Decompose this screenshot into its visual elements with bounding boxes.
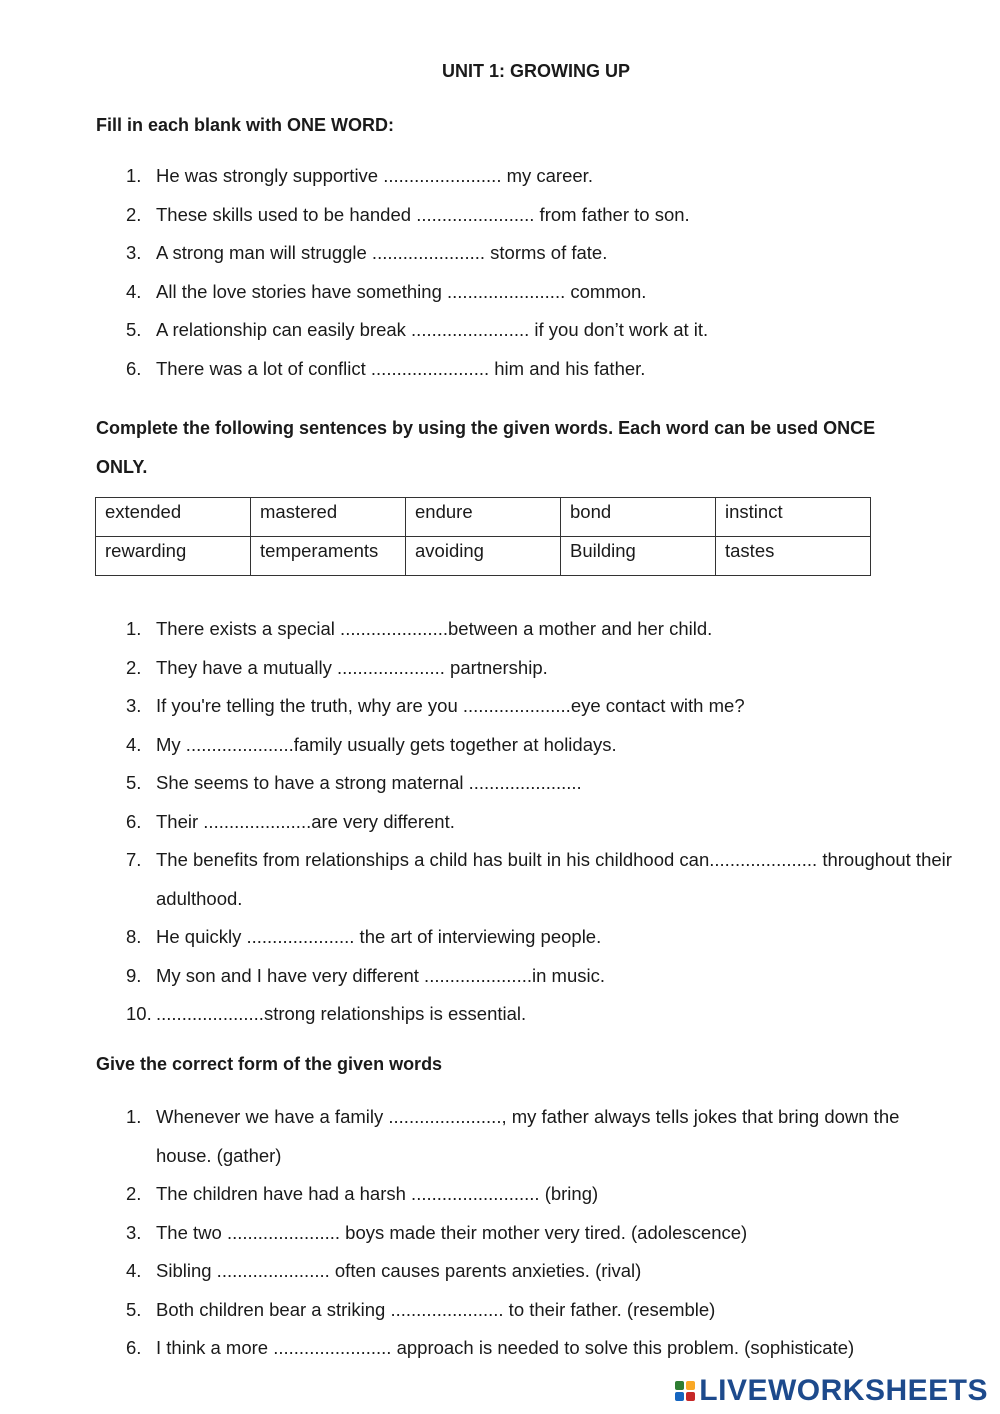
question-text: There exists a special .....................between a mother and her child. (156, 618, 713, 639)
logo-square (675, 1381, 684, 1390)
question-item (96, 841, 956, 918)
question-item (96, 726, 956, 765)
page-title: UNIT 1: GROWING UP (442, 61, 630, 81)
question-number: 2. (126, 656, 142, 678)
question-item (96, 1329, 956, 1368)
question-text: He was strongly supportive ....................... my career. (156, 165, 593, 186)
question-item (96, 1175, 956, 1214)
question-number: 7. (126, 849, 142, 870)
section3-heading: Give the correct form of the given words (96, 1054, 443, 1074)
question-number: 3. (126, 695, 142, 716)
question-text: .....................strong relationships is essential. (156, 1003, 527, 1024)
question-item (96, 764, 956, 803)
question-text: If you're telling the truth, why are you .....................eye contact with me? (156, 695, 745, 716)
question-number: 10. (126, 1003, 152, 1024)
question-item (96, 1291, 956, 1330)
section2-list (96, 610, 956, 1034)
question-item (96, 1252, 956, 1291)
word-bank-cell: Building (561, 537, 716, 576)
word-bank-cell: temperaments (251, 537, 406, 576)
question-text: A relationship can easily break ....................... if you don’t work at it. (156, 319, 709, 340)
section1-heading: Fill in each blank with ONE WORD: (96, 115, 395, 135)
question-text: All the love stories have something ....................... common. (156, 280, 647, 302)
question-text: The benefits from relationships a child has built in his childhood can..................... throughout their adulthood. (156, 849, 952, 909)
logo-square (686, 1392, 695, 1401)
section1-list (96, 157, 956, 388)
question-number: 4. (126, 1260, 142, 1281)
logo-text: LIVEWORKSHEETS (699, 1374, 988, 1407)
word-bank-cell: avoiding (406, 537, 561, 576)
word-bank-row (96, 537, 871, 576)
question-number: 4. (126, 733, 142, 755)
question-number: 5. (126, 772, 142, 793)
question-number: 6. (126, 1337, 142, 1358)
question-text: She seems to have a strong maternal ...................... (156, 772, 582, 793)
question-number: 5. (126, 319, 142, 340)
question-text: They have a mutually ..................... partnership. (156, 656, 548, 678)
question-number: 6. (126, 357, 142, 379)
question-text: The two ...................... boys made their mother very tired. (adolescence) (156, 1221, 748, 1243)
question-item (96, 350, 956, 389)
section2-heading: Complete the following sentences by using the given words. Each word can be used ONCE ONLY. (96, 418, 876, 477)
question-number: 4. (126, 280, 142, 302)
question-item (96, 687, 956, 726)
word-bank-table (95, 497, 871, 576)
question-text: There was a lot of conflict ....................... him and his father. (156, 357, 646, 379)
question-text: My son and I have very different .....................in music. (156, 964, 605, 986)
section3-list (96, 1098, 956, 1368)
question-item (96, 995, 956, 1034)
question-number: 6. (126, 810, 142, 832)
question-item (96, 1098, 956, 1175)
question-item (96, 234, 956, 273)
question-text: A strong man will struggle ...................... storms of fate. (156, 242, 608, 263)
question-text: He quickly ..................... the art of interviewing people. (156, 926, 602, 947)
question-text: Their .....................are very different. (156, 810, 455, 832)
question-item (96, 649, 956, 688)
liveworksheets-logo[interactable] (675, 1374, 988, 1408)
question-number: 1. (126, 1106, 142, 1127)
question-text: Both children bear a striking ...................... to their father. (resemble) (156, 1298, 716, 1320)
word-bank-cell: bond (561, 498, 716, 537)
question-text: I think a more ....................... approach is needed to solve this problem. (sophisticate) (156, 1337, 855, 1358)
question-number: 9. (126, 964, 142, 986)
question-text: Sibling ...................... often causes parents anxieties. (rival) (156, 1260, 642, 1281)
question-number: 5. (126, 1298, 142, 1320)
question-text: Whenever we have a family ......................, my father always tells jokes that bring down the house. (gather) (156, 1106, 900, 1166)
word-bank-cell: endure (406, 498, 561, 537)
logo-square (686, 1381, 695, 1390)
question-item (96, 957, 956, 996)
question-item (96, 157, 956, 196)
question-text: These skills used to be handed ....................... from father to son. (156, 203, 690, 225)
question-number: 1. (126, 165, 142, 186)
question-item (96, 803, 956, 842)
question-number: 1. (126, 618, 142, 639)
word-bank-cell: extended (96, 498, 251, 537)
question-item (96, 273, 956, 312)
question-text: My .....................family usually gets together at holidays. (156, 733, 617, 755)
question-item (96, 196, 956, 235)
question-item (96, 311, 956, 350)
logo-mark-icon (675, 1381, 695, 1401)
question-item (96, 1214, 956, 1253)
word-bank-cell: tastes (716, 537, 871, 576)
question-number: 3. (126, 1221, 142, 1243)
question-item (96, 610, 956, 649)
question-number: 8. (126, 926, 142, 947)
word-bank-row (96, 498, 871, 537)
question-number: 2. (126, 203, 142, 225)
question-text: The children have had a harsh ......................... (bring) (156, 1183, 599, 1204)
logo-square (675, 1392, 684, 1401)
word-bank-cell: mastered (251, 498, 406, 537)
word-bank-cell: rewarding (96, 537, 251, 576)
question-number: 3. (126, 242, 142, 263)
question-number: 2. (126, 1183, 142, 1204)
word-bank-cell: instinct (716, 498, 871, 537)
question-item (96, 918, 956, 957)
